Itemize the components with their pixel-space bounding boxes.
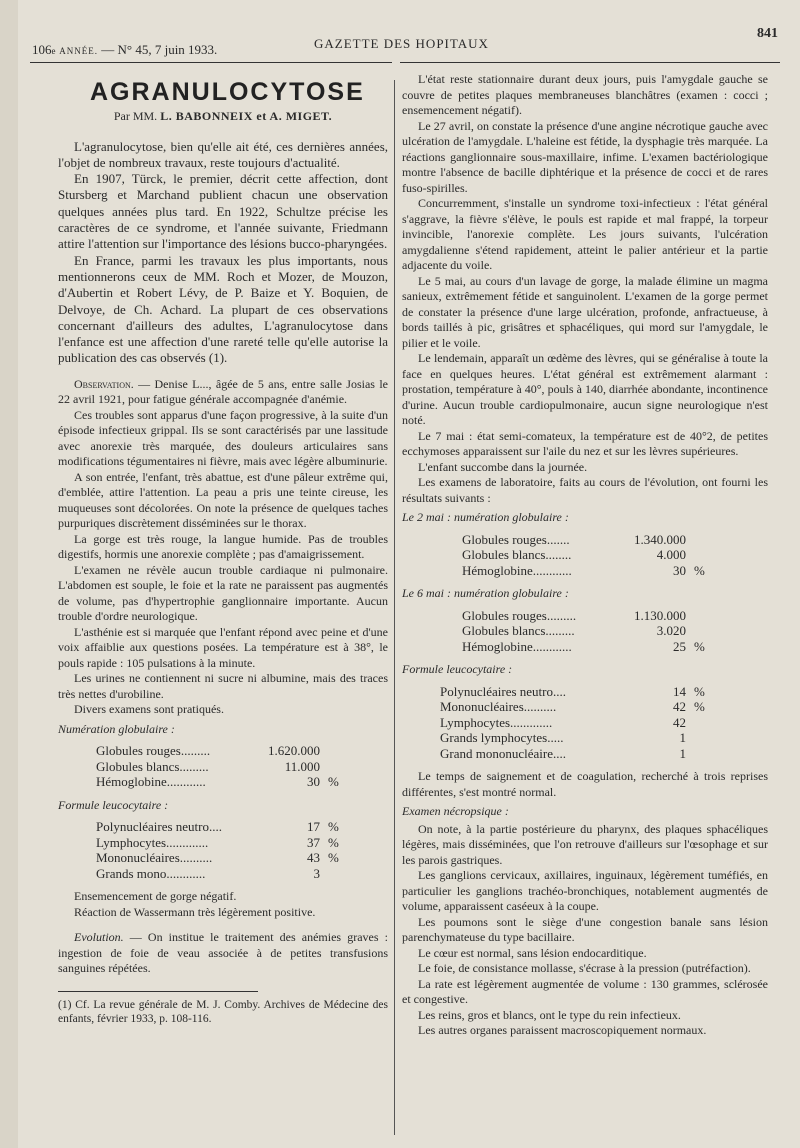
paragraph: Ces troubles sont apparus d'une façon progressive, à la suite d'un épisode infectieux grippal. Ils se sont caractérisés par une lassitude avec anorexie très marquée, des douleurs articulaires sans modifications tégumentaires ni fièvre, mais avec légère albuminurie. [58,407,388,469]
row-label: Globules blancs........ [462,547,572,562]
row-value: 4.000 [656,547,686,562]
row-unit: % [694,562,705,578]
row-label: Hémoglobine............ [96,774,206,790]
row-value: 1.340.000 [634,531,686,547]
may2-table [402,532,768,579]
paragraph: En 1907, Türck, le premier, décrit cette affection, dont Stursberg et Marchand publient chacun une observation quelques années plus tard. En 1922, Schultze précise les caractères de ce syndrome, et l'année suivante, Friedmann attire l'attention sur l'importance des lésions bucco-pharyngées. [58,171,388,252]
row-unit: % [694,699,705,714]
row-label: Globules rouges....... [462,531,570,547]
footnote: (1) Cf. La revue générale de M. J. Comby. Archives de Médecine des enfants, février 1933, p. 108-116. [58,998,388,1025]
row-value: 42 [673,714,686,730]
row-label: Globules blancs......... [462,623,575,638]
row-label: Polynucléaires neutro.... [440,683,566,699]
paragraph: Le lendemain, apparaît un œdème des lèvres, qui se généralise à toute la face en quelques heures. L'état général est extrêmement alarmant : prostation, température à 40°, pouls à 140, diarrhée abondante, incontinence d'urine. Aucun trouble cardiopulmonaire, aucun signe neurologique n'est noté. [402,351,768,427]
row-label: Globules rouges......... [462,607,577,623]
row-value: 14 [673,683,686,699]
table-row [402,563,768,579]
paragraph: L'examen ne révèle aucun trouble cardiaque ni pulmonaire. L'abdomen est souple, le foie et la rate ne paraissent pas augmentés de volume, pas d'hypertrophie ganglionnaire importante. Aucun trouble d'ordre neurologique. [58,562,388,624]
footnote-rule [58,991,258,992]
year-number: 106 [32,42,52,57]
paragraph: L'agranulocytose, bien qu'elle ait été, ces dernières années, l'objet de nombreux travaux, reste toujours d'actualité. [58,138,388,170]
row-label: Mononucléaires.......... [96,850,213,866]
paragraph: Les poumons sont le siège d'une congestion banale sans lésion parenchymateuse du type bacillaire. [402,914,768,944]
byline [58,108,388,124]
table-row [402,639,768,655]
table-row [402,623,768,639]
lab-notes [58,889,388,920]
table-row [402,699,768,715]
row-value: 42 [673,699,686,714]
intro-paragraphs [58,139,388,367]
journal-name: GAZETTE DES HOPITAUX [314,36,489,51]
observation-intro: — Denise L..., âgée de 5 ans, entre salle Josias le 22 avril 1921, pour fatigue générale accompagnée d'anémie. [58,376,388,407]
row-label: Mononucléaires.......... [440,699,557,714]
table-row [402,715,768,731]
paragraph: Réaction de Wassermann très légèrement positive. [74,904,316,919]
byline-authors: L. BABONNEIX et A. MIGET. [160,109,333,124]
leu1-heading: Formule leucocytaire : [58,797,169,812]
row-label: Lymphocytes............. [96,834,209,850]
row-label: Grand mononucléaire.... [440,745,566,761]
left-column [58,78,388,1026]
table-row [58,774,388,790]
evolution-text: — On institue le traitement des anémies graves : ingestion de foie de veau associée à de petites transfusions sanguines répétées. [58,930,388,976]
paragraph: L'asthénie est si marquée que l'enfant répond avec peine et d'une voix affaiblie aux questions posées. La température est à 38°, le pouls rapide : 105 pulsations à la minute. [58,624,388,670]
row-value: 1.620.000 [268,743,320,759]
row-value: 37 [307,834,320,850]
row-value: 3 [313,865,320,881]
row-unit: % [328,850,339,866]
table-row [402,608,768,624]
paragraph: La gorge est très rouge, la langue humide. Pas de troubles digestifs, hormis une anorexie complète ; pas d'amaigrissement. [58,531,388,562]
header-rule-left [30,62,392,63]
paragraph: L'enfant succombe dans la journée. [418,459,588,474]
row-label: Globules blancs......... [96,758,209,774]
necropsy-heading: Examen nécropsique : [402,804,509,818]
evolution-paragraph [58,930,388,977]
table-row [58,850,388,866]
row-value: 30 [307,774,320,790]
paragraph: Le temps de saignement et de coagulation, recherché à trois reprises différentes, s'est montré normal. [402,769,768,799]
may6-table [402,608,768,655]
leu2-table [402,684,768,762]
num1-heading: Numération globulaire : [58,721,175,736]
row-label: Globules rouges......... [96,743,211,759]
paragraph: Le 27 avril, on constate la présence d'une angine nécrotique gauche avec ulcération de l'amygdale. L'haleine est fétide, la dysphagie très marquée. La réactions ganglionnaire sous-maxillaire, infime. L'examen bactériologique montre l'absence de bacille diphtérique et la présence de cocci et de rares fuso-spirilles. [402,118,768,195]
observation-paragraphs [58,408,388,718]
paragraph: A son entrée, l'enfant, très abattue, est d'une pâleur extrême qui, d'emblée, attire l'attention. La peau a pris une teinte cireuse, les muqueuses sont décolorées. On note la présence de quelques taches purpuriques discrètement disséminées sur le thorax. [58,469,388,531]
num1-table [58,743,388,790]
coagulation-paragraph [402,769,768,800]
leu2-heading: Formule leucocytaire : [402,662,513,676]
row-value: 30 [673,562,686,578]
paragraph: Concurremment, s'installe un syndrome toxi-infectieux : l'état général s'aggrave, la fièvre s'élève, le pouls est rapide et mal frappé, la torpeur invincible, l'anorexie complète. Les jours suivants, l'ulcération amygdalienne s'étend rapidement, atteint le palier antérieur et la partie adjacente du voile. [402,196,768,272]
row-label: Grands mono............ [96,865,206,881]
issue-info [32,42,217,60]
paragraph: Les examens de laboratoire, faits au cours de l'évolution, ont fourni les résultats suivants : [402,475,768,505]
paragraph: Ensemencement de gorge négatif. [74,889,237,904]
row-label: Polynucléaires neutro.... [96,819,222,835]
row-unit: % [328,819,339,835]
table-row [402,730,768,746]
evolution-paragraphs [402,72,768,506]
table-row [58,866,388,882]
observation-label: Observation. [74,376,134,391]
paragraph: Le foie, de consistance mollasse, s'écrase à la pression (putréfaction). [418,961,751,975]
paragraph: En France, parmi les travaux les plus importants, nous mentionnerons ceux de MM. Roch et Mozer, de Mouzon, d'Aubertin et Robert Lévy, de P. Baize et Y. Boquien, de Delvoye, de Ch. Achard. La plupart de ces observations concernant d'ailleurs des adultes, L'agranulocytose dans l'enfance est une affection d'une rareté telle qu'elle autorise la publication des cas observés (1). [58,252,388,366]
paragraph: Le 5 mai, au cours d'un lavage de gorge, la malade élimine un magma sanieux, extrêmement fétide et sanguinolent. L'examen de la gorge permet de constater la présence d'une large ulcération, profonde, anfractueuse, à bords taillés à pic, grisâtres et sphacéliques, qui mord sur l'amygdale, le pilier et le voile. [402,273,768,350]
paragraph: L'état reste stationnaire durant deux jours, puis l'amygdale gauche se couvre de petites plaques membraneuses blanchâtres (examen : cocci ; ensemencement négatif). [402,72,768,117]
article-title: AGRANULOCYTOSE [90,78,365,106]
paragraph: La rate est légèrement augmentée de volume : 130 grammes, sclérosée et congestive. [402,976,768,1006]
row-label: Hémoglobine............ [462,638,572,654]
row-value: 25 [673,638,686,654]
table-row [402,684,768,700]
paragraph: Les autres organes paraissent macroscopiquement normaux. [418,1023,707,1037]
row-label: Grands lymphocytes..... [440,730,564,745]
header-rule-right [400,62,780,63]
row-value: 3.020 [656,623,686,638]
row-value: 11.000 [284,758,320,774]
row-label: Lymphocytes............. [440,714,553,730]
row-unit: % [328,834,339,850]
row-value: 1 [679,745,686,761]
may2-heading: Le 2 mai : numération globulaire : [402,510,569,524]
row-unit: % [694,683,705,699]
byline-prefix: Par MM. [113,109,158,124]
year-suffix: e ANNÉE. [51,46,98,56]
may6-heading: Le 6 mai : numération globulaire : [402,586,569,600]
table-row [402,746,768,762]
row-value: 1.130.000 [634,607,686,623]
row-value: 1 [679,730,686,745]
paragraph: Les reins, gros et blancs, ont le type du rein infectieux. [418,1007,681,1022]
row-value: 17 [307,819,320,835]
paragraph: Les urines ne contiennent ni sucre ni albumine, mais des traces très nettes d'urobiline. [58,671,388,701]
table-row [402,547,768,563]
table-row [58,835,388,851]
table-row [58,743,388,759]
paragraph: On note, à la partie postérieure du pharynx, des plaques sphacéliques légères, mais disséminées, que l'on retrouve d'ailleurs sur l'œsophage et sur les parois gastriques. [402,821,768,867]
row-unit: % [328,774,339,790]
paragraph: Divers examens sont pratiqués. [74,702,224,717]
leu1-table [58,819,388,881]
evolution-label: Evolution. [74,930,124,945]
table-row [58,759,388,775]
issue-date: — N° 45, 7 juin 1933. [101,42,218,57]
page-header [32,26,780,60]
row-label: Hémoglobine............ [462,562,572,578]
paragraph: Les ganglions cervicaux, axillaires, inguinaux, légèrement tuméfiés, en particulier les ganglions trachéo-bronchiques, notablement augmentés de volume, apparaissent caséeux à la coupe. [402,868,768,913]
table-row [58,819,388,835]
column-divider [394,80,395,1135]
row-value: 43 [307,850,320,866]
page-number: 841 [757,26,778,41]
observation-paragraph [58,377,388,408]
row-unit: % [694,638,705,654]
right-column [402,72,768,1039]
paragraph: Le 7 mai : état semi-comateux, la température est de 40°2, de petites ecchymoses apparaissent sur l'aile du nez et sur les lèvres supérieures. [402,428,768,458]
necropsy-paragraphs [402,822,768,1039]
table-row [402,532,768,548]
paragraph: Le cœur est normal, sans lésion endocarditique. [418,945,647,960]
